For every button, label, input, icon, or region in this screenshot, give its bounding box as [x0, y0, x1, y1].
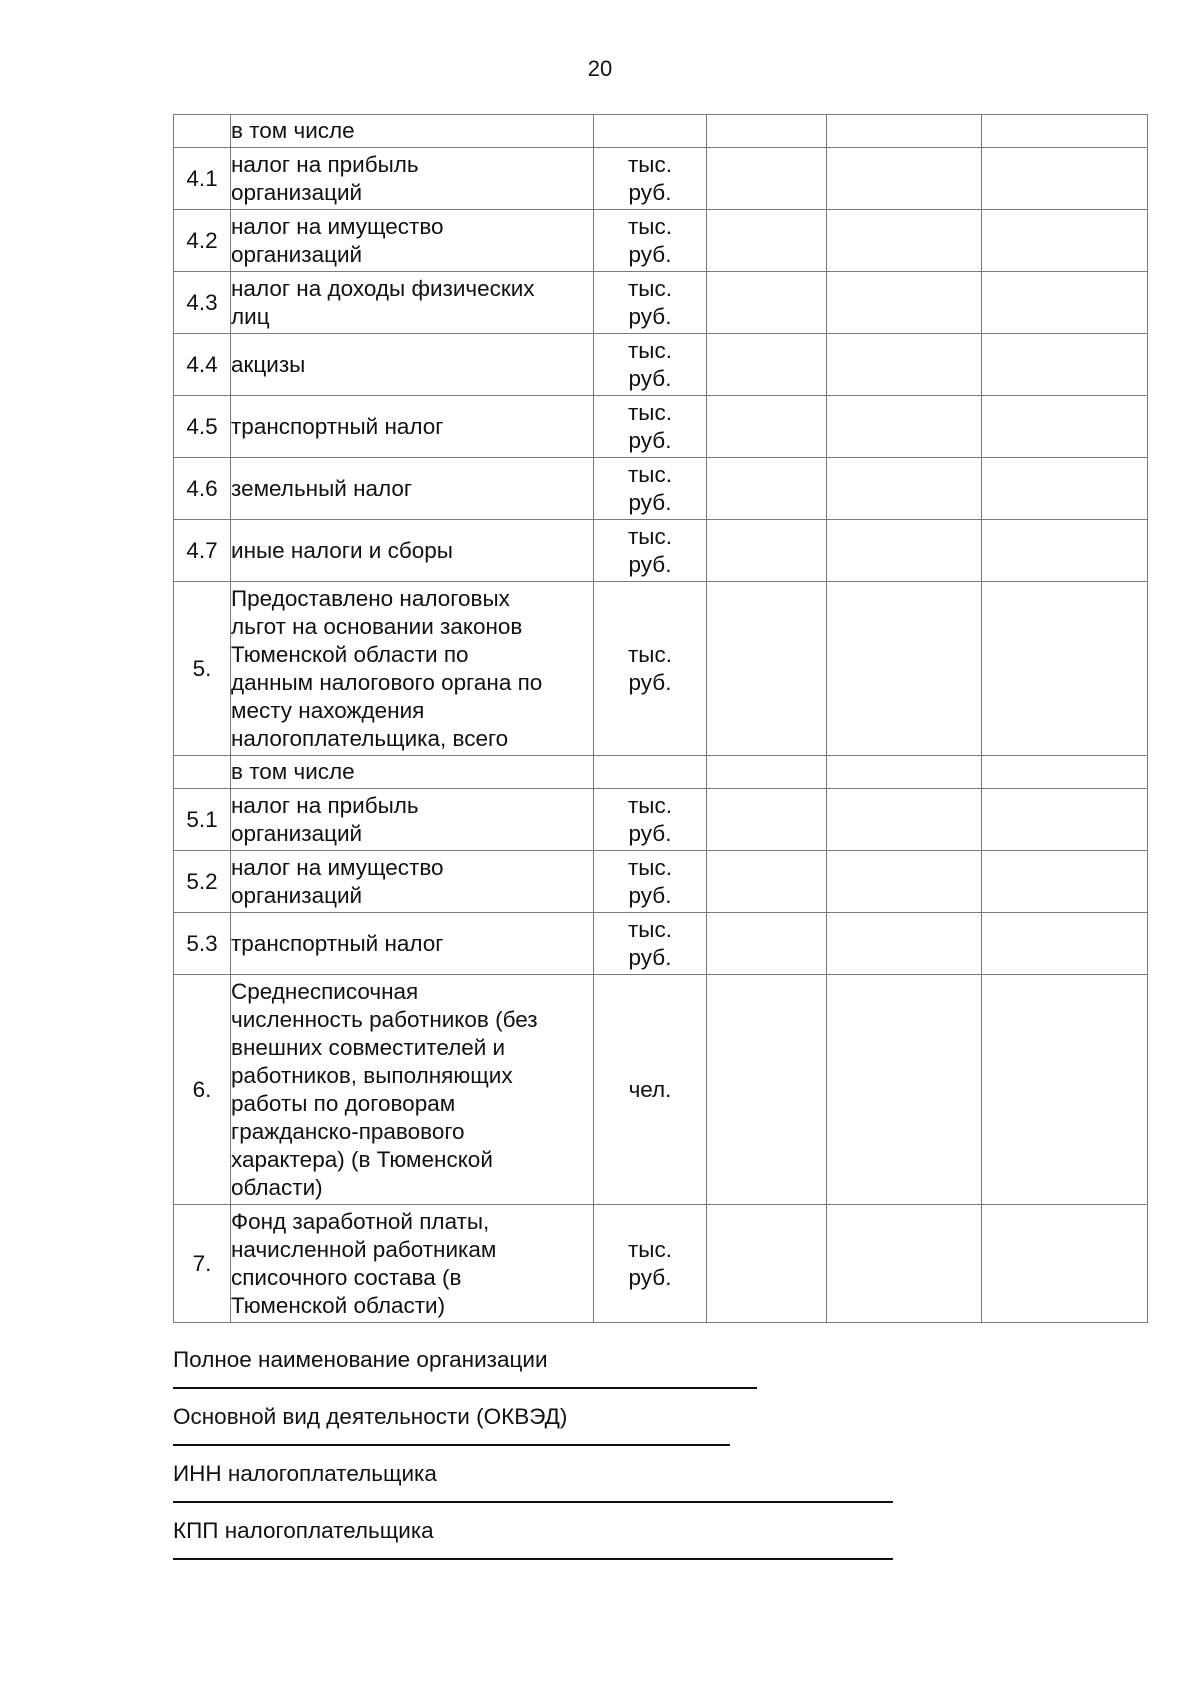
row-indicator-name: земельный налог	[231, 458, 594, 520]
activity-block	[173, 1402, 893, 1446]
row-number: 7.	[174, 1205, 231, 1323]
page-number: 20	[587, 56, 613, 81]
table-row	[174, 334, 1148, 396]
value-cell[interactable]	[827, 148, 982, 210]
org-name-block	[173, 1345, 893, 1389]
row-number: 4.7	[174, 520, 231, 582]
value-cell[interactable]	[827, 520, 982, 582]
value-cell[interactable]	[982, 458, 1148, 520]
row-indicator-name: иные налоги и сборы	[231, 520, 594, 582]
table-row	[174, 851, 1148, 913]
row-number: 5.3	[174, 913, 231, 975]
value-cell[interactable]	[707, 975, 827, 1205]
row-indicator-name: налог на доходы физических лиц	[231, 272, 594, 334]
organization-info	[173, 1345, 893, 1573]
value-cell[interactable]	[982, 913, 1148, 975]
value-cell[interactable]	[827, 210, 982, 272]
value-cell[interactable]	[827, 756, 982, 789]
row-number	[174, 756, 231, 789]
table-row	[174, 210, 1148, 272]
value-cell[interactable]	[982, 851, 1148, 913]
value-cell[interactable]	[707, 396, 827, 458]
row-unit: тыс. руб.	[594, 851, 707, 913]
row-unit: тыс. руб.	[594, 458, 707, 520]
row-indicator-name: налог на имущество организаций	[231, 210, 594, 272]
value-cell[interactable]	[982, 396, 1148, 458]
value-cell[interactable]	[707, 1205, 827, 1323]
row-number: 4.6	[174, 458, 231, 520]
row-indicator-name: Фонд заработной платы, начисленной работникам списочного состава (в Тюменской области)	[231, 1205, 594, 1323]
row-unit: тыс. руб.	[594, 789, 707, 851]
row-number: 4.2	[174, 210, 231, 272]
row-indicator-name: налог на прибыль организаций	[231, 148, 594, 210]
value-cell[interactable]	[982, 334, 1148, 396]
row-unit: тыс. руб.	[594, 1205, 707, 1323]
row-number: 5.	[174, 582, 231, 756]
value-cell[interactable]	[982, 582, 1148, 756]
value-cell[interactable]	[707, 210, 827, 272]
inn-field[interactable]	[173, 1501, 893, 1503]
value-cell[interactable]	[707, 148, 827, 210]
row-number: 6.	[174, 975, 231, 1205]
activity-field[interactable]	[173, 1444, 730, 1446]
row-indicator-name: Среднесписочная численность работников (без внешних совместителей и работников, выполняющих работы по договорам гражданско-правового характера) (в Тюменской области)	[231, 975, 594, 1205]
inn-block	[173, 1459, 893, 1503]
value-cell[interactable]	[827, 975, 982, 1205]
kpp-field[interactable]	[173, 1558, 893, 1560]
row-number: 4.1	[174, 148, 231, 210]
row-unit: тыс. руб.	[594, 148, 707, 210]
row-indicator-name: в том числе	[231, 756, 594, 789]
value-cell[interactable]	[982, 756, 1148, 789]
table-row	[174, 756, 1148, 789]
row-number	[174, 115, 231, 148]
table-row	[174, 396, 1148, 458]
row-number: 5.2	[174, 851, 231, 913]
row-number: 4.3	[174, 272, 231, 334]
value-cell[interactable]	[707, 115, 827, 148]
inn-label: ИНН налогоплательщика	[173, 1461, 437, 1486]
row-number: 5.1	[174, 789, 231, 851]
value-cell[interactable]	[982, 1205, 1148, 1323]
value-cell[interactable]	[707, 756, 827, 789]
table-row	[174, 1205, 1148, 1323]
value-cell[interactable]	[707, 458, 827, 520]
row-number: 4.5	[174, 396, 231, 458]
row-indicator-name: Предоставлено налоговых льгот на основании законов Тюменской области по данным налогового органа по месту нахождения налогоплательщика, всего	[231, 582, 594, 756]
row-indicator-name: в том числе	[231, 115, 594, 148]
row-unit: тыс. руб.	[594, 913, 707, 975]
value-cell[interactable]	[707, 582, 827, 756]
value-cell[interactable]	[982, 272, 1148, 334]
value-cell[interactable]	[982, 520, 1148, 582]
row-number: 4.4	[174, 334, 231, 396]
row-unit: тыс. руб.	[594, 396, 707, 458]
table-row	[174, 913, 1148, 975]
value-cell[interactable]	[707, 789, 827, 851]
row-indicator-name: акцизы	[231, 334, 594, 396]
table-row	[174, 582, 1148, 756]
value-cell[interactable]	[827, 913, 982, 975]
row-indicator-name: транспортный налог	[231, 913, 594, 975]
row-indicator-name: налог на прибыль организаций	[231, 789, 594, 851]
row-unit: тыс. руб.	[594, 272, 707, 334]
value-cell[interactable]	[827, 334, 982, 396]
value-cell[interactable]	[982, 975, 1148, 1205]
value-cell[interactable]	[827, 396, 982, 458]
row-unit: тыс. руб.	[594, 210, 707, 272]
value-cell[interactable]	[982, 148, 1148, 210]
value-cell[interactable]	[827, 272, 982, 334]
value-cell[interactable]	[827, 115, 982, 148]
row-indicator-name: транспортный налог	[231, 396, 594, 458]
row-unit	[594, 115, 707, 148]
kpp-block	[173, 1516, 893, 1560]
kpp-label: КПП налогоплательщика	[173, 1518, 434, 1543]
indicators-table	[173, 114, 1148, 1323]
row-unit: тыс. руб.	[594, 334, 707, 396]
table-row	[174, 975, 1148, 1205]
value-cell[interactable]	[827, 458, 982, 520]
table-row	[174, 115, 1148, 148]
row-unit: чел.	[594, 975, 707, 1205]
value-cell[interactable]	[827, 851, 982, 913]
table-row	[174, 148, 1148, 210]
value-cell[interactable]	[982, 210, 1148, 272]
value-cell[interactable]	[707, 272, 827, 334]
value-cell[interactable]	[827, 789, 982, 851]
activity-label: Основной вид деятельности (ОКВЭД)	[173, 1404, 568, 1429]
row-indicator-name: налог на имущество организаций	[231, 851, 594, 913]
org-name-label: Полное наименование организации	[173, 1347, 548, 1372]
row-unit: тыс. руб.	[594, 582, 707, 756]
value-cell[interactable]	[827, 582, 982, 756]
value-cell[interactable]	[982, 789, 1148, 851]
row-unit	[594, 756, 707, 789]
value-cell[interactable]	[827, 1205, 982, 1323]
table-row	[174, 520, 1148, 582]
table-row	[174, 272, 1148, 334]
value-cell[interactable]	[707, 851, 827, 913]
value-cell[interactable]	[982, 115, 1148, 148]
table-row	[174, 789, 1148, 851]
value-cell[interactable]	[707, 913, 827, 975]
org-name-field[interactable]	[173, 1387, 757, 1389]
value-cell[interactable]	[707, 520, 827, 582]
value-cell[interactable]	[707, 334, 827, 396]
table-row	[174, 458, 1148, 520]
row-unit: тыс. руб.	[594, 520, 707, 582]
